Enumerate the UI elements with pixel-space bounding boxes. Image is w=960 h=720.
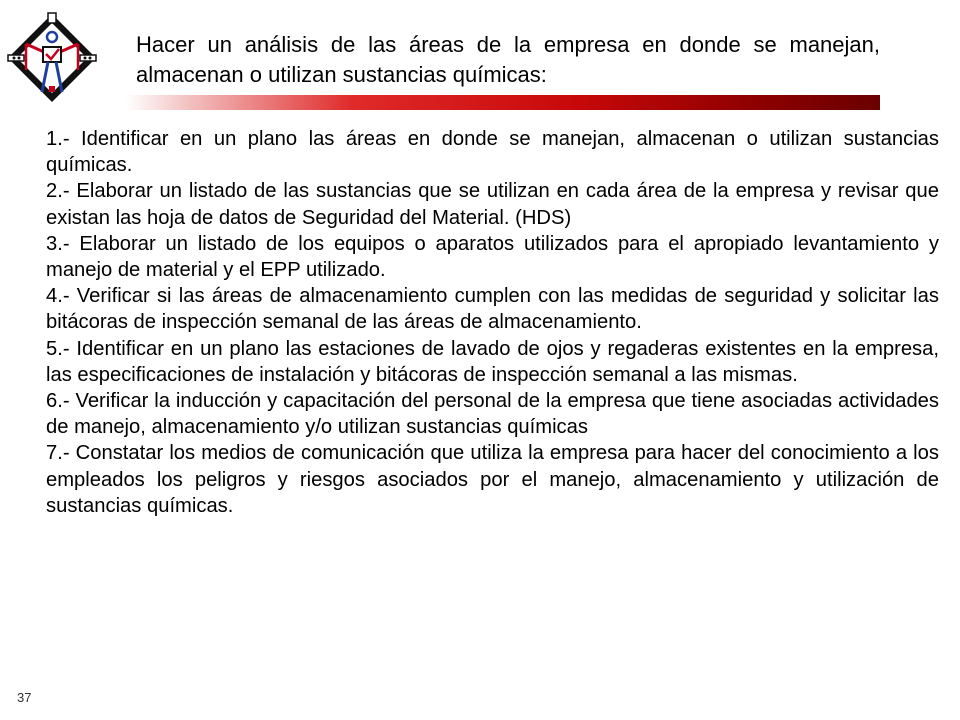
list-item: 6.- Verificar la inducción y capacitación del personal de la empresa que tiene asociadas actividades de manejo, almacenamiento y/o utilizan sustancias químicas [46,390,939,439]
title-underline-bar [126,95,880,110]
list-item: 7.- Constatar los medios de comunicación que utiliza la empresa para hacer del conocimiento a los empleados los peligros y riesgos asociados por el manejo, almacenamiento y utilización de sustancias químicas. [46,442,939,517]
list-item: 4.- Verificar si las áreas de almacenamiento cumplen con las medidas de seguridad y solicitar las bitácoras de inspección semanal de las áreas de almacenamiento. [46,285,939,334]
list-item: 3.- Elaborar un listado de los equipos o aparatos utilizados para el apropiado levantamiento y manejo de material y el EPP utilizado. [46,232,939,282]
list-item: 5.- Identificar en un plano las estaciones de lavado de ojos y regaderas existentes en la empresa, las especificaciones de instalación y bitácoras de inspección semanal a las mismas. [46,337,939,386]
page-number: 37 [17,690,32,705]
safety-person-diamond-icon [4,10,100,106]
list-item: 1.- Identificar en un plano las áreas en donde se manejan, almacenan o utilizan sustancias químicas. [46,128,939,177]
checklist [46,126,939,519]
page-title: Hacer un análisis de las áreas de la empresa en donde se manejan, almacenan o utilizan sustancias químicas: [136,32,880,87]
list-item: 2.- Elaborar un listado de las sustancias que se utilizan en cada área de la empresa y revisar que existan las hoja de datos de Seguridad del Material. (HDS) [46,180,939,229]
